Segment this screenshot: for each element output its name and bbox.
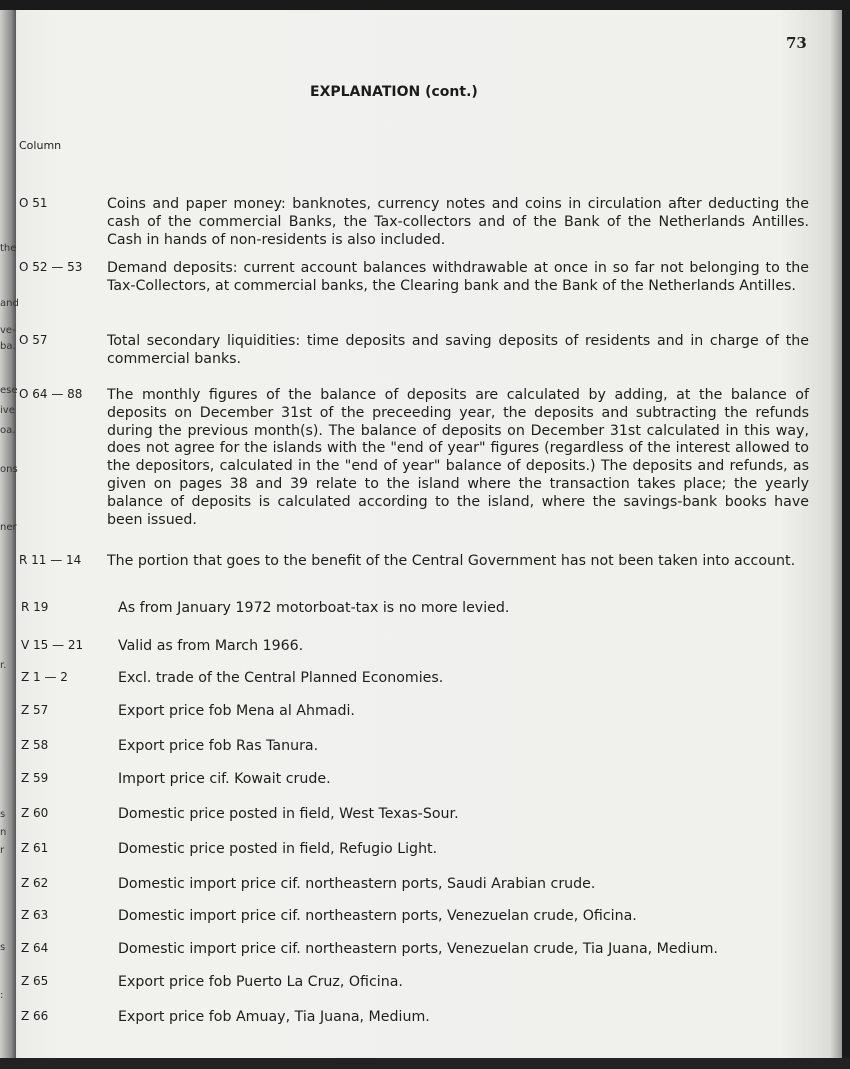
facing-fragment: ba. bbox=[0, 341, 16, 352]
entry bbox=[19, 738, 809, 756]
facing-fragment: s bbox=[0, 942, 6, 953]
entry-column-code: Z 57 bbox=[21, 703, 49, 717]
facing-fragment: and bbox=[0, 298, 19, 309]
entry-explanation: As from January 1972 motorboat-tax is no more levied. bbox=[118, 600, 510, 616]
facing-fragment: the bbox=[0, 243, 17, 254]
entry-explanation: Coins and paper money: banknotes, currency notes and coins in circulation after deducting the cash of the commercial Banks, the Tax-collectors and of the Bank of the Netherlands Antilles. Cash in hands of non-residents is also included. bbox=[107, 196, 809, 248]
entry bbox=[19, 941, 809, 959]
entry-column-code: Z 63 bbox=[21, 908, 49, 922]
entry-column-code: Z 66 bbox=[21, 1009, 49, 1023]
entry bbox=[19, 600, 809, 618]
entry-column-code: Z 64 bbox=[21, 941, 49, 955]
entry-explanation: The portion that goes to the benefit of the Central Government has not been taken into account. bbox=[107, 553, 796, 569]
entry bbox=[19, 553, 809, 571]
entry-column-code: Z 65 bbox=[21, 974, 49, 988]
facing-fragment: ner bbox=[0, 522, 17, 533]
facing-fragment: : bbox=[0, 990, 4, 1001]
entry bbox=[19, 771, 809, 789]
entry-explanation: Valid as from March 1966. bbox=[118, 638, 304, 654]
entry bbox=[19, 1009, 809, 1027]
entry-column-code: Z 59 bbox=[21, 771, 49, 785]
entry-explanation: Domestic price posted in field, Refugio Light. bbox=[118, 841, 438, 857]
entry bbox=[19, 876, 809, 894]
entry bbox=[19, 196, 809, 249]
entry-explanation: Export price fob Ras Tanura. bbox=[118, 738, 319, 754]
entry-explanation: Demand deposits: current account balances withdrawable at once in so far not belonging to the Tax-Collectors, at commercial banks, the Clearing bank and the Bank of the Netherlands Antilles. bbox=[107, 260, 809, 294]
entry bbox=[19, 638, 809, 656]
entry-column-code: O 57 bbox=[19, 333, 48, 347]
entry-explanation: Domestic import price cif. northeastern ports, Venezuelan crude, Tia Juana, Medium. bbox=[118, 941, 718, 957]
entry bbox=[19, 333, 809, 369]
page-number: 73 bbox=[786, 34, 807, 52]
facing-fragment: r. bbox=[0, 660, 7, 671]
facing-fragment: n bbox=[0, 827, 7, 838]
entry bbox=[19, 703, 809, 721]
facing-fragment: ons bbox=[0, 464, 18, 475]
entry bbox=[19, 670, 809, 688]
entry-explanation: Export price fob Puerto La Cruz, Oficina. bbox=[118, 974, 403, 990]
entry-column-code: R 19 bbox=[21, 600, 49, 614]
book-spine bbox=[0, 10, 16, 1062]
entry bbox=[19, 806, 809, 824]
document-page bbox=[0, 10, 842, 1062]
facing-fragment: ive bbox=[0, 405, 15, 416]
entry-column-code: O 64 — 88 bbox=[19, 387, 83, 401]
entry bbox=[19, 841, 809, 859]
entry-column-code: Z 62 bbox=[21, 876, 49, 890]
entry-column-code: Z 58 bbox=[21, 738, 49, 752]
entry-column-code: Z 60 bbox=[21, 806, 49, 820]
entry-explanation: Domestic import price cif. northeastern ports, Saudi Arabian crude. bbox=[118, 876, 596, 892]
facing-fragment: ve- bbox=[0, 325, 16, 336]
page-title: EXPLANATION (cont.) bbox=[310, 84, 478, 100]
entry-column-code: Z 1 — 2 bbox=[21, 670, 68, 684]
entry-column-code: V 15 — 21 bbox=[21, 638, 84, 652]
entry-explanation: Domestic import price cif. northeastern ports, Venezuelan crude, Oficina. bbox=[118, 908, 637, 924]
entry bbox=[19, 974, 809, 992]
entry-explanation: Domestic price posted in field, West Texas-Sour. bbox=[118, 806, 459, 822]
page-bottom-edge bbox=[0, 1058, 850, 1069]
entry bbox=[19, 387, 809, 529]
entry-column-code: O 52 — 53 bbox=[19, 260, 83, 274]
facing-fragment: oa. bbox=[0, 425, 16, 436]
entry-column-code: O 51 bbox=[19, 196, 48, 210]
facing-fragment: r bbox=[0, 845, 5, 856]
entry-explanation: The monthly figures of the balance of deposits are calculated by adding, at the balance of deposits on December 31st of the preceeding year, the deposits and subtracting the refunds during the previous month(s). The balance of deposits on December 31st calculated in this way, does not agree for the islands with the "end of year" figures (regardless of the interest allowed to the depositors, calculated in the "end of year" balance of deposits.) The deposits and refunds, as given on pages 38 and 39 relate to the island where the transaction takes place; the yearly balance of deposits is calculated according to the island, where the savings-bank books have been issued. bbox=[107, 387, 809, 528]
entry-explanation: Export price fob Mena al Ahmadi. bbox=[118, 703, 355, 719]
facing-fragment: ese bbox=[0, 385, 18, 396]
entry bbox=[19, 260, 809, 296]
entry-explanation: Import price cif. Kowait crude. bbox=[118, 771, 331, 787]
entry-column-code: Z 61 bbox=[21, 841, 49, 855]
facing-fragment: s bbox=[0, 809, 6, 820]
entry-explanation: Excl. trade of the Central Planned Economies. bbox=[118, 670, 444, 686]
entry bbox=[19, 908, 809, 926]
entry-column-code: R 11 — 14 bbox=[19, 553, 82, 567]
column-header: Column bbox=[19, 139, 62, 152]
entry-explanation: Total secondary liquidities: time deposits and saving deposits of residents and in charge of the commercial banks. bbox=[107, 333, 809, 367]
entry-explanation: Export price fob Amuay, Tia Juana, Medium. bbox=[118, 1009, 430, 1025]
